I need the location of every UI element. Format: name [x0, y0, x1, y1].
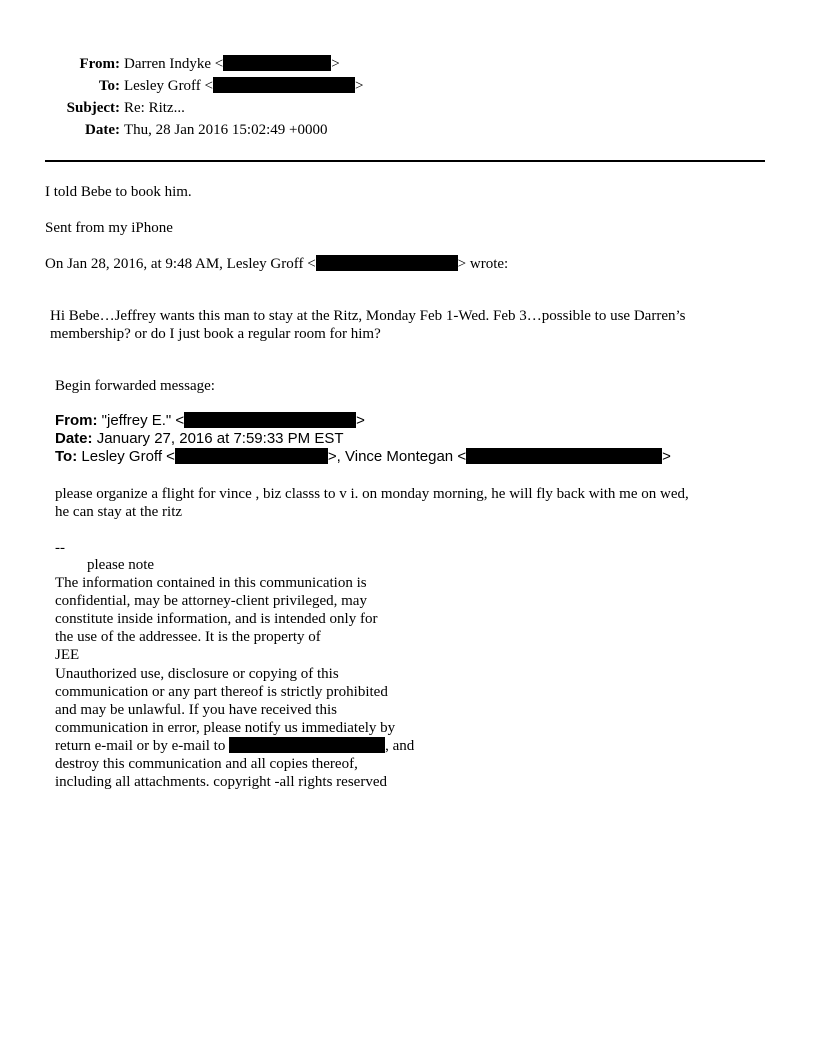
header-from-close: >: [331, 56, 340, 72]
fwd-body-line-1: please organize a flight for vince , biz classs to v i. on monday morning, he will fly back with me on wed,: [55, 486, 689, 502]
fwd-date-row: [55, 430, 344, 448]
disclaimer-line: communication in error, please notify us immediately by: [55, 719, 396, 736]
disclaimer-note: please note: [87, 557, 155, 573]
header-from-value-wrap: [124, 55, 340, 73]
header-to-value: Lesley Groff <: [124, 78, 213, 94]
fwd-to-row: [55, 448, 671, 466]
reply-signature: Sent from my iPhone: [45, 220, 173, 236]
fwd-date-label: Date:: [55, 430, 93, 447]
fwd-date-value: January 27, 2016 at 7:59:33 PM EST: [96, 430, 344, 447]
disclaimer-email-end: , and: [385, 737, 415, 754]
redacted-email: [466, 448, 662, 464]
redacted-email: [175, 448, 328, 464]
disclaimer-line: Unauthorized use, disclosure or copying of this: [55, 665, 339, 682]
fwd-to-value-2: >, Vince Montegan <: [327, 448, 467, 465]
redacted-email: [223, 55, 331, 71]
disclaimer-line: The information contained in this communication is: [55, 575, 367, 592]
disclaimer-line: confidential, may be attorney-client privileged, may: [55, 593, 367, 610]
header-subject-label: Subject:: [66, 100, 120, 116]
header-date-label: Date:: [85, 122, 120, 138]
fwd-from-label: From:: [55, 412, 98, 429]
disclaimer-line: destroy this communication and all copies thereof,: [55, 756, 358, 773]
header-date-value: Thu, 28 Jan 2016 15:02:49 +0000: [124, 122, 328, 138]
header-from-label: From:: [79, 56, 120, 72]
fwd-to-close: >: [662, 448, 671, 465]
disclaimer-email-line: [55, 737, 475, 755]
disclaimer-line: communication or any part thereof is strictly prohibited: [55, 683, 388, 700]
fwd-from-value: "jeffrey E." <: [101, 412, 185, 429]
redacted-email: [229, 737, 385, 753]
disclaimer: [55, 556, 475, 791]
disclaimer-email-start: return e-mail or by e-mail to: [55, 737, 230, 754]
header-divider: [45, 160, 765, 162]
fwd-to-label: To:: [55, 448, 78, 465]
header-from-value: Darren Indyke <: [124, 56, 224, 72]
quote-intro: [45, 255, 508, 273]
header-to-label: To:: [98, 78, 120, 94]
header-to-value-wrap: [124, 77, 363, 95]
disclaimer-line: including all attachments. copyright -all rights reserved: [55, 774, 387, 791]
disclaimer-line: JEE: [55, 647, 80, 664]
groff-message: Hi Bebe…Jeffrey wants this man to stay at the Ritz, Monday Feb 1-Wed. Feb 3…possible to use Darren’s membership? or do I just book a regular room for him?: [50, 308, 686, 342]
fwd-from-row: [55, 412, 365, 430]
redacted-email: [184, 412, 356, 428]
quote-intro-end: > wrote:: [457, 256, 509, 272]
fwd-to-value-1: Lesley Groff <: [81, 448, 175, 465]
redacted-email: [316, 255, 458, 271]
fwd-body-line-2: he can stay at the ritz: [55, 504, 183, 520]
quote-intro-start: On Jan 28, 2016, at 9:48 AM, Lesley Groff <: [45, 256, 316, 272]
forward-intro: Begin forwarded message:: [55, 378, 215, 394]
header-to-close: >: [355, 78, 364, 94]
reply-line: I told Bebe to book him.: [45, 184, 192, 200]
redacted-email: [213, 77, 355, 93]
disclaimer-line: constitute inside information, and is intended only for: [55, 611, 378, 628]
disclaimer-line: the use of the addressee. It is the property of: [55, 629, 321, 646]
disclaimer-line: and may be unlawful. If you have received this: [55, 701, 337, 718]
fwd-from-close: >: [356, 412, 365, 429]
signature-dashes: --: [55, 540, 65, 556]
header-subject-value: Re: Ritz...: [124, 100, 185, 116]
